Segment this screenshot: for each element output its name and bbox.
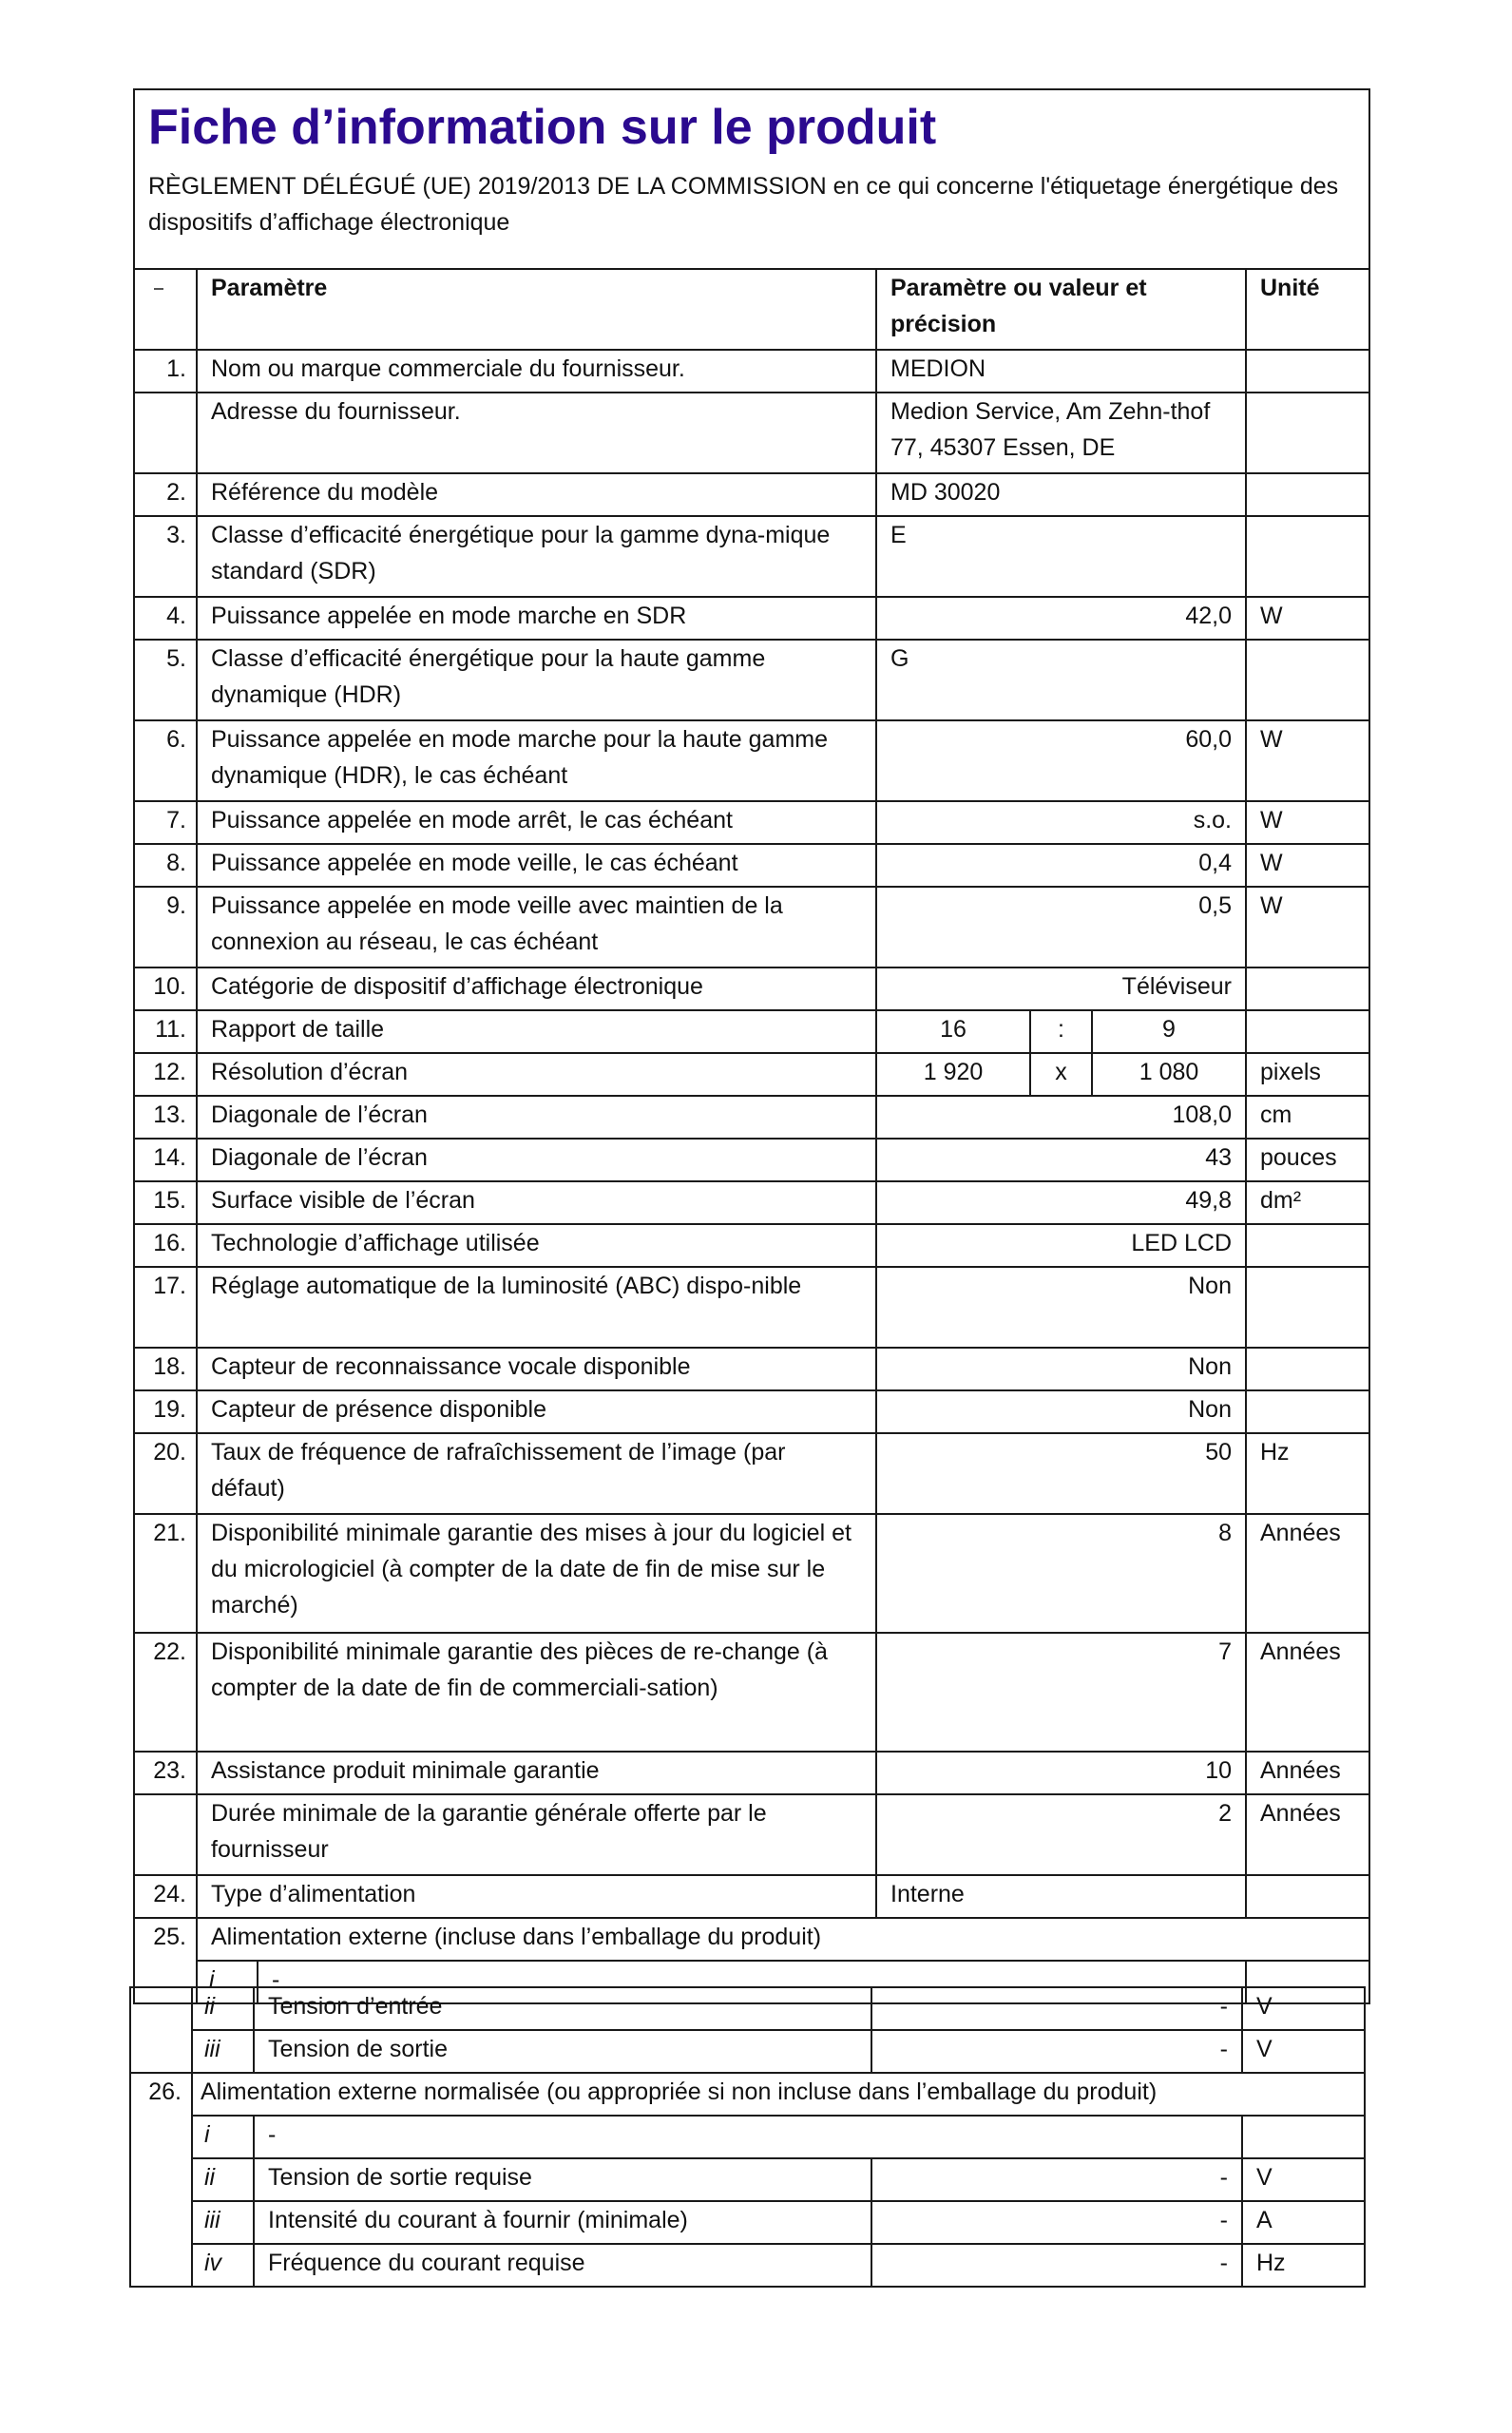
item-unit: V: [1242, 2030, 1365, 2073]
row-unit: [1246, 473, 1369, 516]
item-unit: V: [1242, 1987, 1365, 2030]
row-value: Non: [876, 1390, 1246, 1433]
table-row: [134, 473, 1369, 516]
item-roman: iii: [192, 2201, 254, 2244]
row-parameter: Classe d’efficacité énergétique pour la haute gamme dynamique (HDR): [197, 640, 876, 720]
table-row: [134, 1752, 1369, 1794]
aspect-ratio-width: 16: [876, 1010, 1030, 1053]
row-parameter: Rapport de taille: [197, 1010, 876, 1053]
resolution-separator: x: [1030, 1053, 1092, 1096]
row-parameter: Technologie d’affichage utilisée: [197, 1224, 876, 1267]
table-row: [134, 1139, 1369, 1181]
row-number: 8.: [134, 844, 197, 887]
row-parameter: Catégorie de dispositif d’affichage électronique: [197, 967, 876, 1010]
table-row: [134, 967, 1369, 1010]
item-value: -: [871, 2244, 1242, 2287]
row-value: 10: [876, 1752, 1246, 1794]
item-roman: iii: [192, 2030, 254, 2073]
row-value: MD 30020: [876, 473, 1246, 516]
header-parameter: Paramètre: [197, 269, 876, 350]
row-value: 2: [876, 1794, 1246, 1875]
row-unit: [1246, 1348, 1369, 1390]
row-number: 11.: [134, 1010, 197, 1053]
section-26-item: [130, 2201, 1365, 2244]
row-parameter: Puissance appelée en mode veille, le cas échéant: [197, 844, 876, 887]
item-roman: ii: [192, 1987, 254, 2030]
table-row: [134, 350, 1369, 393]
row-value: LED LCD: [876, 1224, 1246, 1267]
row-number: 14.: [134, 1139, 197, 1181]
row-number: 1.: [134, 350, 197, 393]
row-number: 22.: [134, 1633, 197, 1752]
row-unit: pouces: [1246, 1139, 1369, 1181]
row-parameter: Diagonale de l’écran: [197, 1139, 876, 1181]
row-number: 17.: [134, 1267, 197, 1348]
item-unit: V: [1242, 2158, 1365, 2201]
table-row: [134, 393, 1369, 473]
row-unit: W: [1246, 597, 1369, 640]
row-parameter: Résolution d’écran: [197, 1053, 876, 1096]
row-parameter: Classe d’efficacité énergétique pour la gamme dyna-mique standard (SDR): [197, 516, 876, 597]
document-header: [134, 89, 1369, 269]
row-number: 6.: [134, 720, 197, 801]
table-row: [134, 1390, 1369, 1433]
item-parameter: Tension de sortie: [254, 2030, 871, 2073]
item-unit: Hz: [1242, 2244, 1365, 2287]
item-parameter: Intensité du courant à fournir (minimale): [254, 2201, 871, 2244]
page-title: Fiche d’information sur le produit: [148, 100, 937, 155]
item-parameter: -: [254, 2116, 1242, 2158]
item-roman: i: [197, 1961, 258, 2003]
table-row: [134, 844, 1369, 887]
row-value: 49,8: [876, 1181, 1246, 1224]
section-25-row: [134, 1918, 1369, 1961]
aspect-ratio-separator: :: [1030, 1010, 1092, 1053]
product-info-table: [133, 88, 1370, 2004]
item-value: -: [871, 2201, 1242, 2244]
row-parameter: Disponibilité minimale garantie des mises à jour du logiciel et du micrologiciel (à compter de la date de fin de mise sur le marché): [197, 1514, 876, 1633]
scan-mark: [154, 288, 163, 290]
row-value: Non: [876, 1267, 1246, 1348]
row-unit: [1246, 640, 1369, 720]
row-value: Medion Service, Am Zehn-thof 77, 45307 Essen, DE: [876, 393, 1246, 473]
row-value: 7: [876, 1633, 1246, 1752]
row-number: 3.: [134, 516, 197, 597]
row-value: 0,5: [876, 887, 1246, 967]
row-value: Non: [876, 1348, 1246, 1390]
external-power-table: [129, 1986, 1366, 2288]
item-value: -: [871, 2158, 1242, 2201]
row-number: [134, 393, 197, 473]
table-row: [134, 597, 1369, 640]
row-value: E: [876, 516, 1246, 597]
row-number: 16.: [134, 1224, 197, 1267]
row-parameter: Taux de fréquence de rafraîchissement de l’image (par défaut): [197, 1433, 876, 1514]
item-roman: iv: [192, 2244, 254, 2287]
row-number-empty: [130, 1987, 192, 2073]
section-26-item: [130, 2244, 1365, 2287]
row-parameter: Assistance produit minimale garantie: [197, 1752, 876, 1794]
row-parameter: Référence du modèle: [197, 473, 876, 516]
section-25-item: [130, 1987, 1365, 2030]
item-roman: ii: [192, 2158, 254, 2201]
header-num-cell: [134, 269, 197, 350]
regulation-subtitle: RÈGLEMENT DÉLÉGUÉ (UE) 2019/2013 DE LA COMMISSION en ce qui concerne l'étiquetage énergétique des dispositifs d’affichage électronique: [148, 173, 1339, 236]
row-unit: W: [1246, 801, 1369, 844]
row-unit: [1246, 1224, 1369, 1267]
table-row: [134, 1096, 1369, 1139]
row-number: 26.: [130, 2073, 192, 2287]
row-number: 2.: [134, 473, 197, 516]
row-parameter: Puissance appelée en mode marche pour la haute gamme dynamique (HDR), le cas échéant: [197, 720, 876, 801]
row-number: 10.: [134, 967, 197, 1010]
row-parameter: Type d’alimentation: [197, 1875, 876, 1918]
row-number: 19.: [134, 1390, 197, 1433]
item-parameter: Tension de sortie requise: [254, 2158, 871, 2201]
table-row: [134, 1794, 1369, 1875]
table-row: [134, 887, 1369, 967]
resolution-width: 1 920: [876, 1053, 1030, 1096]
row-number: 15.: [134, 1181, 197, 1224]
row-number: 18.: [134, 1348, 197, 1390]
row-parameter: Capteur de présence disponible: [197, 1390, 876, 1433]
row-value: 60,0: [876, 720, 1246, 801]
row-unit: pixels: [1246, 1053, 1369, 1096]
row-parameter: Adresse du fournisseur.: [197, 393, 876, 473]
table-row: [134, 1433, 1369, 1514]
table-row: [134, 1514, 1369, 1633]
table-row: [134, 516, 1369, 597]
row-parameter: Durée minimale de la garantie générale offerte par le fournisseur: [197, 1794, 876, 1875]
table-row: [134, 1348, 1369, 1390]
section-25-title: Alimentation externe (incluse dans l’emballage du produit): [197, 1918, 1369, 1961]
item-parameter: Fréquence du courant requise: [254, 2244, 871, 2287]
row-value: 108,0: [876, 1096, 1246, 1139]
row-unit: Années: [1246, 1752, 1369, 1794]
row-value: MEDION: [876, 350, 1246, 393]
table-row: [134, 720, 1369, 801]
row-unit: W: [1246, 844, 1369, 887]
row-number: 21.: [134, 1514, 197, 1633]
row-unit: [1246, 1267, 1369, 1348]
table-row: [134, 1010, 1369, 1053]
row-unit: dm²: [1246, 1181, 1369, 1224]
table-row: [134, 1633, 1369, 1752]
row-number: 20.: [134, 1433, 197, 1514]
row-unit: [1246, 1010, 1369, 1053]
header-value: Paramètre ou valeur et précision: [876, 269, 1246, 350]
row-value: Téléviseur: [876, 967, 1246, 1010]
row-unit: [1246, 393, 1369, 473]
section-26-title: Alimentation externe normalisée (ou appropriée si non incluse dans l’emballage du produit): [192, 2073, 1365, 2116]
row-number: 24.: [134, 1875, 197, 1918]
row-unit: cm: [1246, 1096, 1369, 1139]
row-parameter: Surface visible de l’écran: [197, 1181, 876, 1224]
row-number: 9.: [134, 887, 197, 967]
row-number: 13.: [134, 1096, 197, 1139]
item-roman: i: [192, 2116, 254, 2158]
row-unit: [1246, 1875, 1369, 1918]
row-value: Interne: [876, 1875, 1246, 1918]
row-value: 42,0: [876, 597, 1246, 640]
section-26-item: [130, 2116, 1365, 2158]
row-unit: [1246, 967, 1369, 1010]
item-unit: A: [1242, 2201, 1365, 2244]
row-value: 50: [876, 1433, 1246, 1514]
item-value: -: [871, 1987, 1242, 2030]
row-parameter: Puissance appelée en mode marche en SDR: [197, 597, 876, 640]
row-parameter: Capteur de reconnaissance vocale disponible: [197, 1348, 876, 1390]
section-26-item: [130, 2158, 1365, 2201]
row-parameter: Réglage automatique de la luminosité (ABC) dispo-nible: [197, 1267, 876, 1348]
item-unit: [1242, 2116, 1365, 2158]
row-parameter: Disponibilité minimale garantie des pièces de re-change (à compter de la date de fin de commerciali-sation): [197, 1633, 876, 1752]
table-row: [134, 1267, 1369, 1348]
table-row: [134, 1181, 1369, 1224]
row-number: 5.: [134, 640, 197, 720]
item-parameter: Tension d’entrée: [254, 1987, 871, 2030]
row-number: [134, 1794, 197, 1875]
table-row: [134, 1875, 1369, 1918]
table-row: [134, 1224, 1369, 1267]
row-number: 7.: [134, 801, 197, 844]
table-row: [134, 640, 1369, 720]
row-parameter: Puissance appelée en mode arrêt, le cas échéant: [197, 801, 876, 844]
item-value: -: [871, 2030, 1242, 2073]
row-parameter: Puissance appelée en mode veille avec maintien de la connexion au réseau, le cas échéant: [197, 887, 876, 967]
table-row: [134, 801, 1369, 844]
row-unit: Années: [1246, 1633, 1369, 1752]
row-unit: Hz: [1246, 1433, 1369, 1514]
row-unit: W: [1246, 720, 1369, 801]
section-25-item: [130, 2030, 1365, 2073]
row-unit: [1246, 350, 1369, 393]
column-header-row: [134, 269, 1369, 350]
row-unit: Années: [1246, 1794, 1369, 1875]
resolution-height: 1 080: [1092, 1053, 1246, 1096]
item-parameter: -: [258, 1961, 1246, 2003]
row-unit: [1246, 1390, 1369, 1433]
row-unit: [1246, 516, 1369, 597]
aspect-ratio-height: 9: [1092, 1010, 1246, 1053]
row-unit: Années: [1246, 1514, 1369, 1633]
row-parameter: Diagonale de l’écran: [197, 1096, 876, 1139]
row-number: 25.: [134, 1918, 197, 2003]
row-value: 8: [876, 1514, 1246, 1633]
section-26-row: [130, 2073, 1365, 2116]
row-value: G: [876, 640, 1246, 720]
row-value: 43: [876, 1139, 1246, 1181]
row-value: 0,4: [876, 844, 1246, 887]
row-number: 4.: [134, 597, 197, 640]
row-parameter: Nom ou marque commerciale du fournisseur.: [197, 350, 876, 393]
row-number: 23.: [134, 1752, 197, 1794]
table-row: [134, 1053, 1369, 1096]
row-unit: W: [1246, 887, 1369, 967]
row-number: 12.: [134, 1053, 197, 1096]
header-unit: Unité: [1246, 269, 1369, 350]
row-value: s.o.: [876, 801, 1246, 844]
